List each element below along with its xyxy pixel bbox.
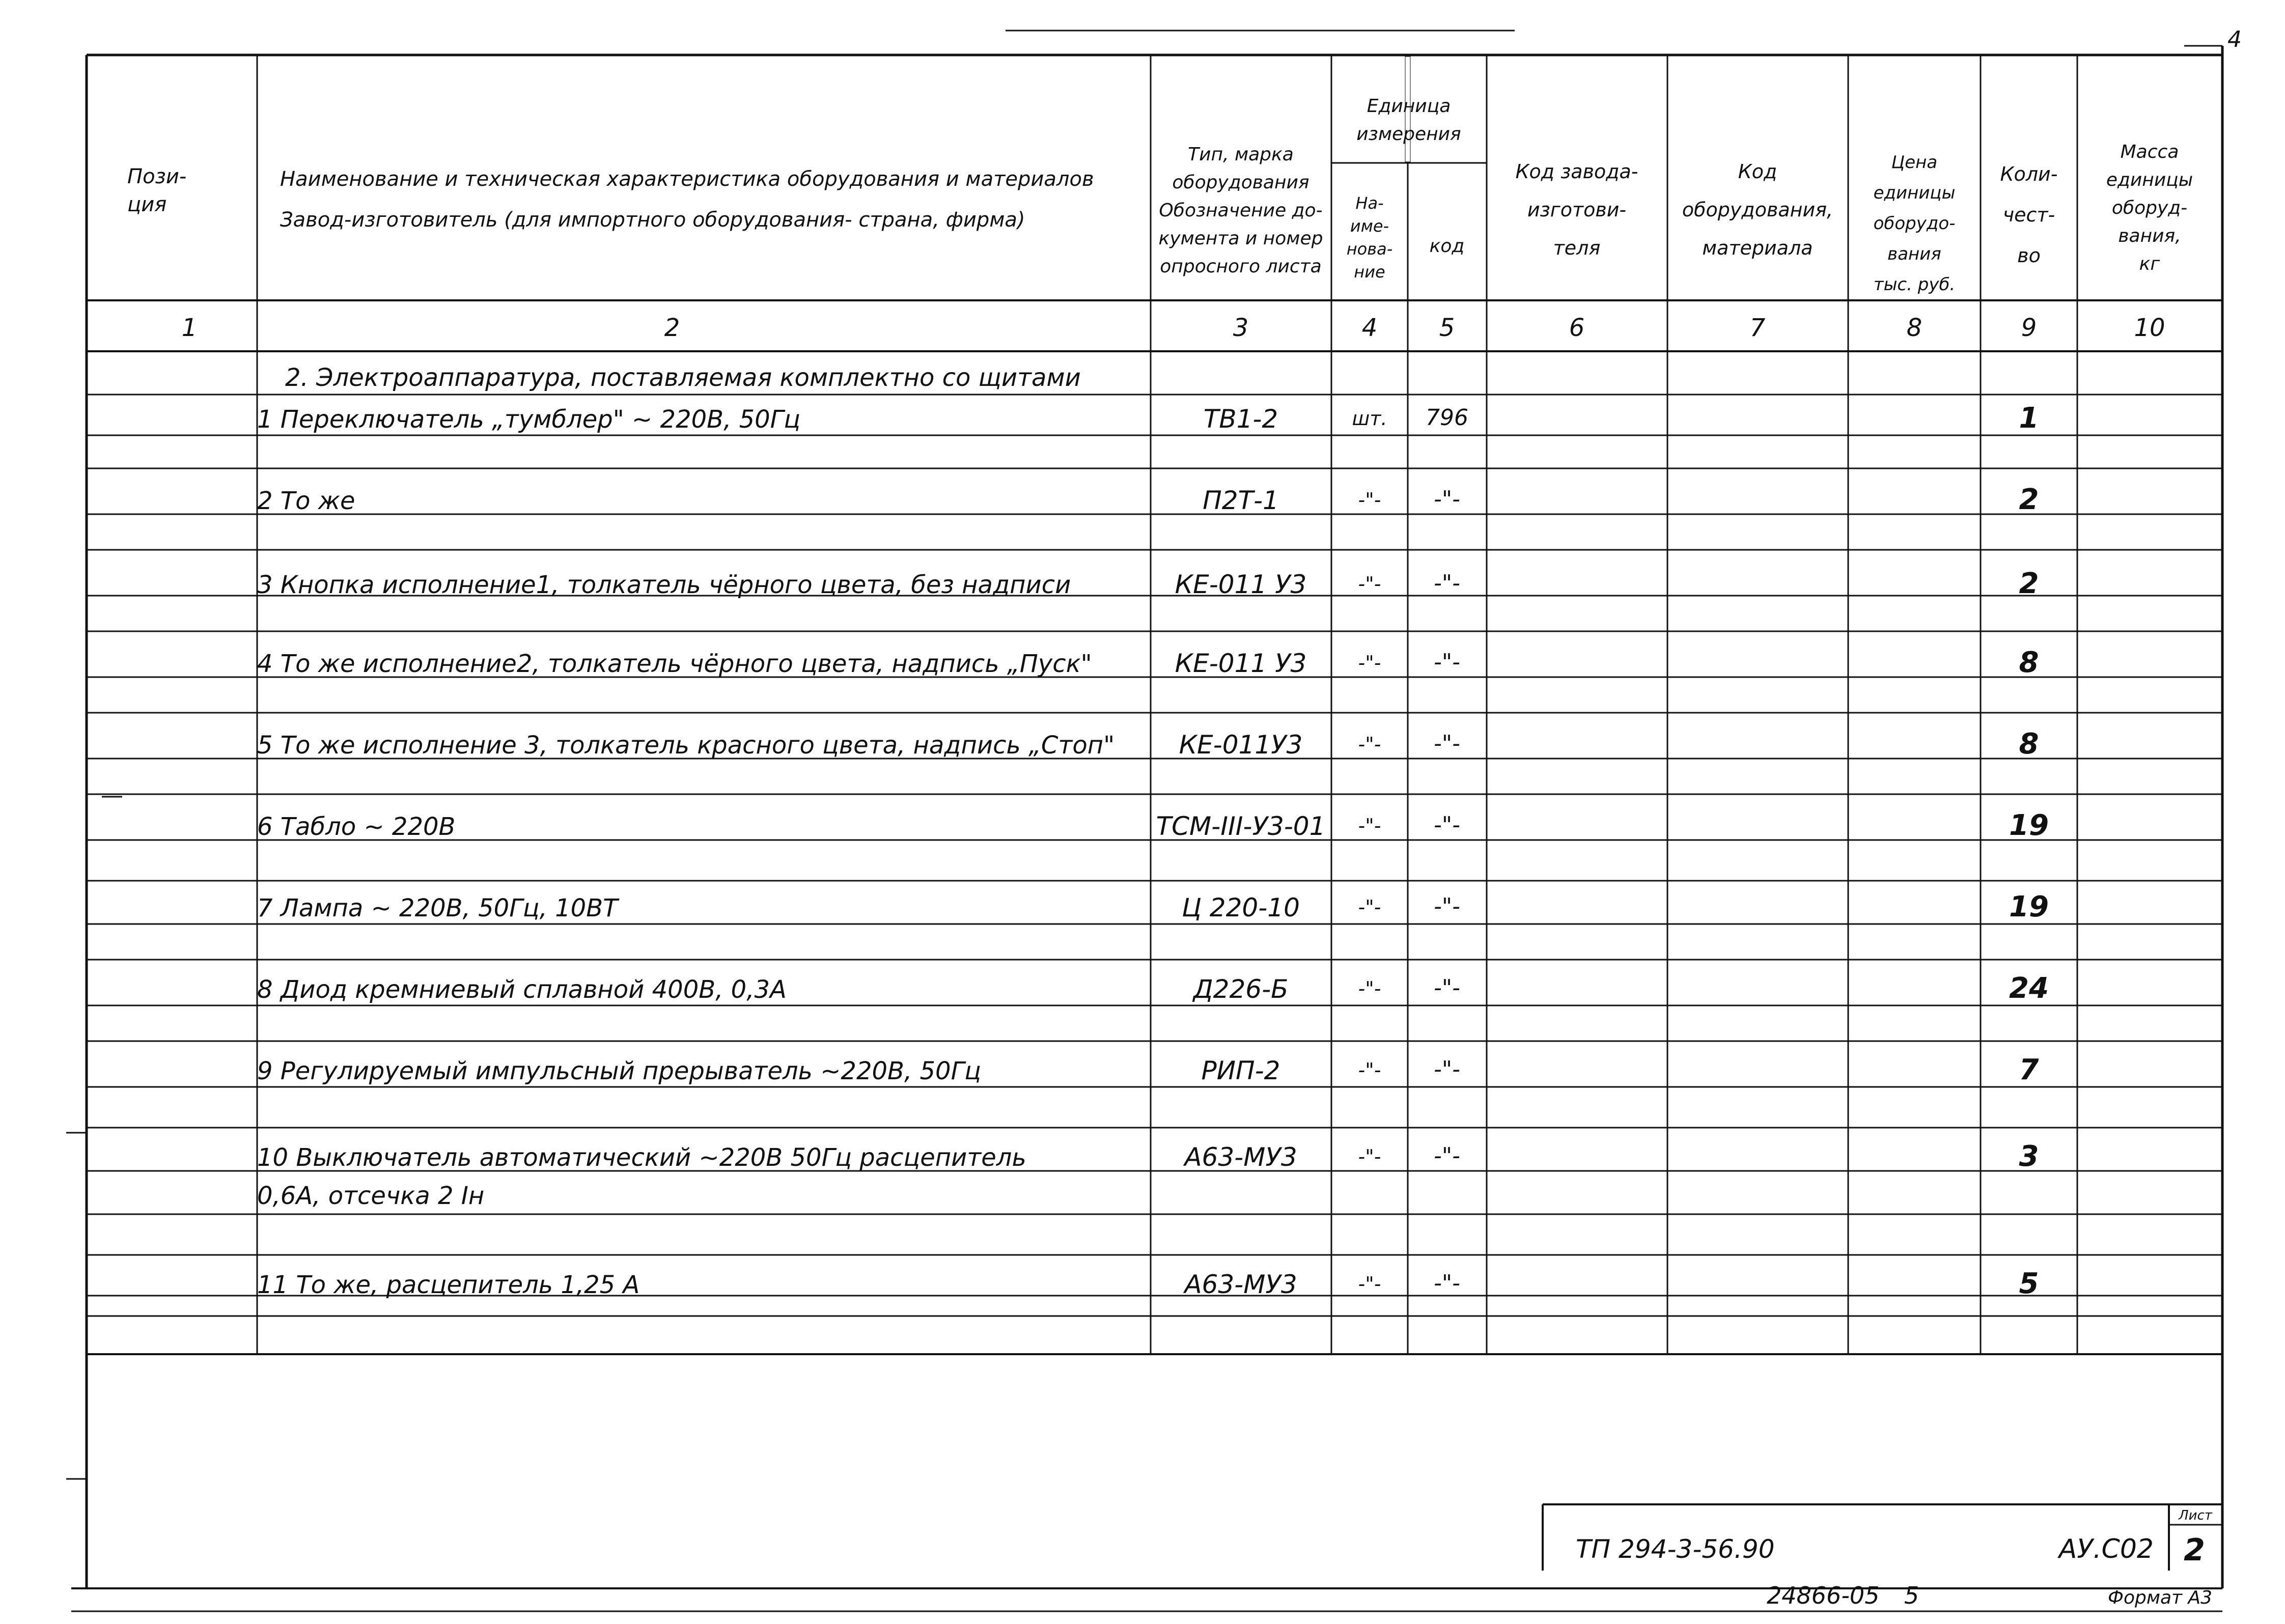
header-name: Завод-изготовитель (для импортного оборудования- страна, фирма) bbox=[280, 208, 1025, 232]
item-type: КЕ-011У3 bbox=[1179, 730, 1303, 760]
header-equipment-code: Код bbox=[1738, 160, 1777, 183]
header-price: тыс. руб. bbox=[1873, 274, 1956, 295]
header-quantity: во bbox=[2017, 244, 2041, 267]
stamp-document-code: ТП 294-3-56.90 bbox=[1576, 1534, 1775, 1564]
item-unit: -"- bbox=[1358, 573, 1381, 595]
item-unit-code: -"- bbox=[1434, 1270, 1460, 1296]
item-type: КЕ-011 У3 bbox=[1175, 649, 1307, 678]
item-type: Ц 220-10 bbox=[1182, 893, 1300, 922]
column-number: 9 bbox=[2021, 314, 2037, 342]
column-number: 2 bbox=[664, 314, 680, 342]
header-mass: вания, bbox=[2118, 226, 2181, 246]
column-number: 6 bbox=[1569, 314, 1585, 342]
item-name: 8 Диод кремниевый сплавной 400В, 0,3А bbox=[257, 975, 787, 1004]
item-unit-code: -"- bbox=[1434, 731, 1460, 757]
header-position: Пози- bbox=[127, 165, 187, 188]
stamp-sheet-label: Лист bbox=[2179, 1508, 2212, 1523]
item-name: 11 То же, расцепитель 1,25 А bbox=[257, 1271, 640, 1299]
header-type: опросного листа bbox=[1160, 256, 1322, 277]
item-name-continued: 0,6А, отсечка 2 Iн bbox=[257, 1182, 485, 1210]
header-unit-code: код bbox=[1429, 236, 1465, 257]
item-quantity: 24 bbox=[2009, 972, 2049, 1005]
header-type: оборудования bbox=[1172, 172, 1309, 193]
item-type: А63-МУ3 bbox=[1184, 1142, 1297, 1172]
item-type: П2Т-1 bbox=[1203, 486, 1279, 515]
item-unit-code: -"- bbox=[1434, 1143, 1460, 1169]
header-unit-name: На- bbox=[1355, 193, 1384, 213]
column-number: 1 bbox=[181, 314, 198, 342]
column-number: 4 bbox=[1361, 314, 1378, 342]
header-name: Наименование и техническая характеристика оборудования и материалов bbox=[280, 167, 1094, 191]
corner-sheet-number: 4 bbox=[2227, 26, 2242, 52]
footer-format: Формат А3 bbox=[2107, 1587, 2212, 1608]
item-type: Д226-Б bbox=[1193, 974, 1289, 1004]
header-type: кумента и номер bbox=[1158, 228, 1323, 249]
item-unit-code: -"- bbox=[1434, 570, 1460, 596]
item-name: 2 То же bbox=[257, 487, 355, 515]
item-name: 9 Регулируемый импульсный прерыватель ~220В, 50Гц bbox=[257, 1057, 981, 1085]
header-quantity: Коли- bbox=[2000, 163, 2058, 185]
item-name: 7 Лампа ~ 220В, 50Гц, 10ВТ bbox=[257, 894, 618, 922]
item-name: 1 Переключатель „тумблер" ~ 220В, 50Гц bbox=[257, 405, 801, 434]
item-type: ТСМ-III-У3-01 bbox=[1156, 811, 1326, 841]
item-unit-code: -"- bbox=[1434, 486, 1460, 512]
header-mass: единицы bbox=[2106, 170, 2193, 190]
item-quantity: 8 bbox=[2019, 646, 2039, 679]
header-unit-name: име- bbox=[1350, 216, 1389, 236]
header-unit-group: Единица bbox=[1367, 96, 1451, 117]
header-unit-name: нова- bbox=[1346, 239, 1393, 259]
header-type: Обозначение до- bbox=[1159, 200, 1323, 221]
item-unit: -"- bbox=[1358, 489, 1381, 511]
item-quantity: 2 bbox=[2019, 567, 2039, 600]
header-manufacturer-code: изготови- bbox=[1527, 199, 1627, 221]
header-position: ция bbox=[127, 193, 167, 216]
item-unit: -"- bbox=[1358, 1145, 1381, 1168]
item-name: 6 Табло ~ 220В bbox=[257, 813, 456, 841]
item-quantity: 5 bbox=[2019, 1267, 2039, 1300]
header-price: единицы bbox=[1873, 183, 1956, 203]
item-unit-code: -"- bbox=[1434, 649, 1460, 675]
item-type: ТВ1-2 bbox=[1203, 404, 1278, 434]
item-type: А63-МУ3 bbox=[1184, 1270, 1297, 1299]
header-unit-name: ние bbox=[1354, 262, 1385, 282]
item-quantity: 1 bbox=[2019, 402, 2039, 435]
item-unit-code: -"- bbox=[1434, 1056, 1460, 1082]
item-unit: -"- bbox=[1358, 977, 1381, 1000]
header-unit-group: измерения bbox=[1356, 124, 1461, 145]
footer-inventory-number: 24866-05 bbox=[1767, 1582, 1880, 1609]
header-manufacturer-code: теля bbox=[1553, 237, 1601, 259]
item-unit: -"- bbox=[1358, 815, 1381, 837]
item-quantity: 7 bbox=[2019, 1053, 2039, 1086]
item-type: КЕ-011 У3 bbox=[1175, 570, 1307, 599]
item-type: РИП-2 bbox=[1201, 1056, 1280, 1085]
footer-inventory-suffix: 5 bbox=[1904, 1582, 1919, 1609]
item-name: 5 То же исполнение 3, толкатель красного цвета, надпись „Стоп" bbox=[257, 731, 1115, 760]
header-type: Тип, марка bbox=[1188, 144, 1294, 165]
item-name: 10 Выключатель автоматический ~220В 50Гц расцепитель bbox=[257, 1143, 1026, 1172]
stamp-sheet-code: АУ.С02 bbox=[2058, 1534, 2154, 1564]
item-unit: шт. bbox=[1352, 407, 1387, 430]
item-unit: -"- bbox=[1358, 1273, 1381, 1295]
item-quantity: 2 bbox=[2019, 483, 2039, 516]
item-unit-code: -"- bbox=[1434, 893, 1460, 919]
item-unit-code: -"- bbox=[1434, 975, 1460, 1001]
header-price: вания bbox=[1887, 244, 1941, 264]
header-equipment-code: оборудования, bbox=[1682, 199, 1833, 221]
item-quantity: 19 bbox=[2009, 890, 2049, 923]
header-price: оборудо- bbox=[1873, 213, 1956, 234]
header-mass: Масса bbox=[2120, 142, 2179, 162]
item-unit: -"- bbox=[1358, 1059, 1381, 1081]
column-number: 5 bbox=[1439, 314, 1455, 342]
header-equipment-code: материала bbox=[1702, 237, 1813, 259]
header-price: Цена bbox=[1891, 152, 1938, 173]
header-manufacturer-code: Код завода- bbox=[1515, 160, 1638, 183]
stamp-sheet-number: 2 bbox=[2184, 1532, 2205, 1568]
item-quantity: 19 bbox=[2009, 809, 2049, 842]
column-number: 7 bbox=[1749, 314, 1766, 342]
header-mass: кг bbox=[2139, 254, 2160, 274]
item-quantity: 3 bbox=[2019, 1140, 2039, 1173]
header-mass: оборуд- bbox=[2111, 198, 2188, 218]
item-unit: -"- bbox=[1358, 733, 1381, 755]
column-number: 3 bbox=[1233, 314, 1249, 342]
item-name: 4 То же исполнение2, толкатель чёрного цвета, надпись „Пуск" bbox=[257, 650, 1092, 678]
item-name: 3 Кнопка исполнение1, толкатель чёрного цвета, без надписи bbox=[257, 571, 1071, 599]
table-text bbox=[127, 26, 2242, 1609]
item-unit: -"- bbox=[1358, 896, 1381, 918]
column-number: 8 bbox=[1906, 314, 1922, 342]
item-unit-code: 796 bbox=[1426, 405, 1468, 431]
item-unit-code: -"- bbox=[1434, 812, 1460, 838]
header-quantity: чест- bbox=[2002, 204, 2055, 226]
section-title: 2. Электроаппаратура, поставляемая комплектно со щитами bbox=[285, 363, 1081, 392]
column-number: 10 bbox=[2134, 314, 2165, 342]
item-quantity: 8 bbox=[2019, 727, 2039, 761]
item-unit: -"- bbox=[1358, 652, 1381, 674]
